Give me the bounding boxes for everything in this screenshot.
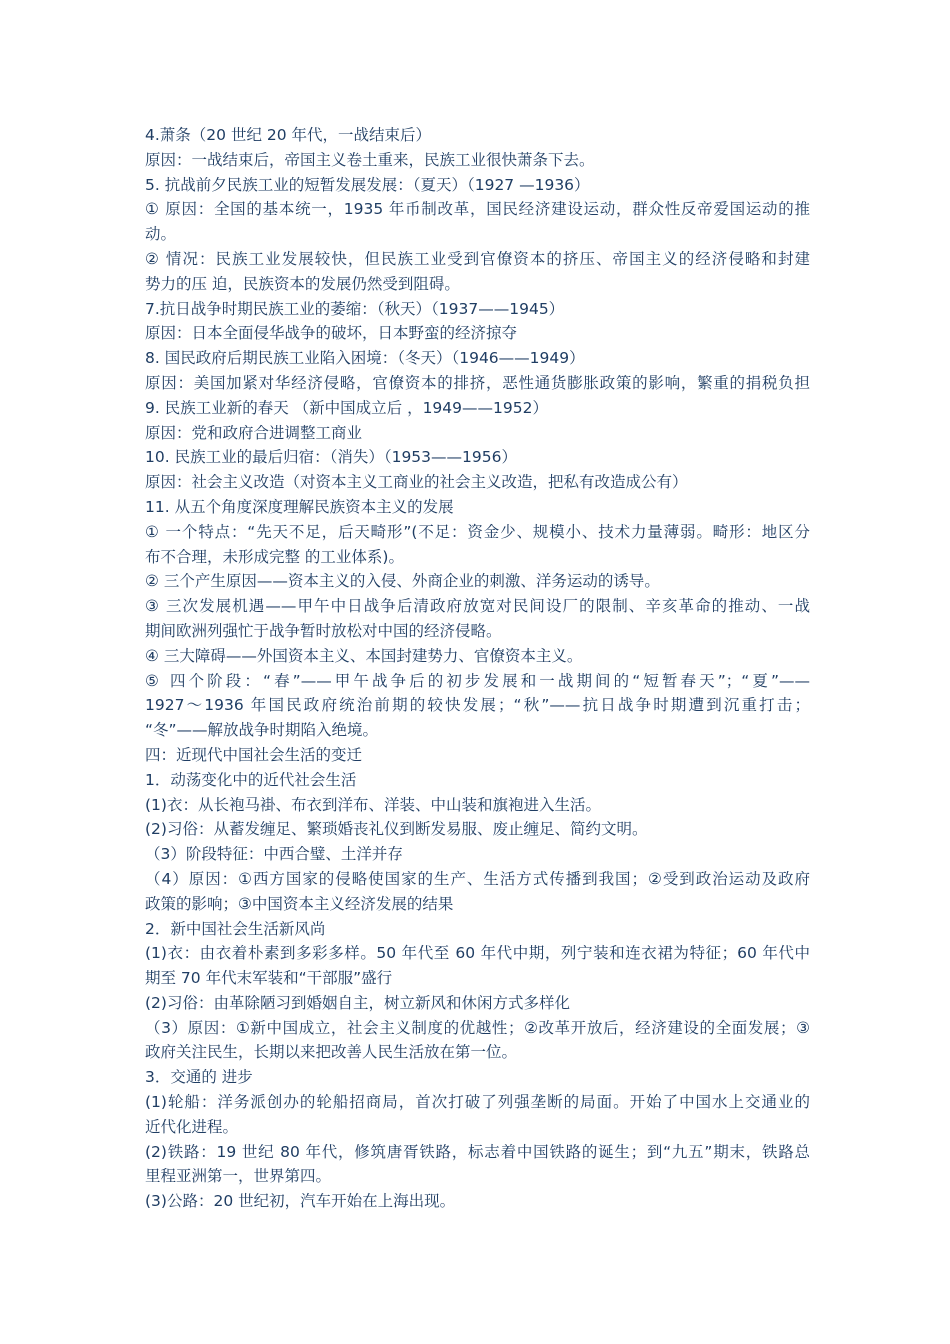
text-line: 原因：美国加紧对华经济侵略，官僚资本的排挤，恶性通货膨胀政策的影响，繁重的捐税负担 — [145, 373, 810, 392]
text-line: (2)铁路：19 世纪 80 年代，修筑唐胥铁路，标志着中国铁路的诞生；到“九五”期末，铁路总 — [145, 1142, 810, 1161]
text-line: 1927～1936 年国民政府统治前期的较快发展；“秋”——抗日战争时期遭到沉重打击； — [145, 696, 810, 715]
text-line: 政策的影响；③中国资本主义经济发展的结果 — [145, 894, 454, 913]
text-line: ⑤ 四个阶段：“春”——甲午战争后的初步发展和一战期间的“短暂春天”；“夏”—— — [145, 671, 810, 690]
section-heading: 8. 国民政府后期民族工业陷入困境：（冬天）（1946——1949） — [145, 349, 585, 368]
section-heading: 9. 民族工业新的春天 （新中国成立后 ，1949——1952） — [145, 398, 548, 417]
section-heading: 1．动荡变化中的近代社会生活 — [145, 770, 357, 789]
text-line: (1)轮船：洋务派创办的轮船招商局，首次打破了列强垄断的局面。开始了中国水上交通业的 — [145, 1093, 810, 1112]
section-heading: 3．交通的 进步 — [145, 1068, 253, 1087]
text-line: 动。 — [145, 225, 177, 244]
text-line: ② 情况：民族工业发展较快，但民族工业受到官僚资本的挤压、帝国主义的经济侵略和封建 — [145, 249, 810, 268]
document-body — [145, 123, 810, 1214]
text-line: “冬”——解放战争时期陷入绝境。 — [145, 721, 379, 740]
text-line: ① 一个特点：“先天不足，后天畸形”(不足：资金少、规模小、技术力量薄弱。畸形：地区分 — [145, 522, 810, 541]
text-line: 期至 70 年代末军装和“干部服”盛行 — [145, 969, 393, 988]
text-line: 期间欧洲列强忙于战争暂时放松对中国的经济侵略。 — [145, 621, 502, 640]
text-line: （3）原因：①新中国成立，社会主义制度的优越性；②改革开放后，经济建设的全面发展；③ — [145, 1018, 810, 1037]
text-line: ③ 三次发展机遇——甲午中日战争后清政府放宽对民间设厂的限制、辛亥革命的推动、一战 — [145, 597, 810, 616]
text-line: (1)衣：由衣着朴素到多彩多样。50 年代至 60 年代中期，列宁装和连衣裙为特征；60 年代中 — [145, 944, 810, 963]
text-line: 政府关注民生，长期以来把改善人民生活放在第一位。 — [145, 1043, 518, 1062]
text-line: 原因：日本全面侵华战争的破坏，日本野蛮的经济掠夺 — [145, 324, 518, 343]
section-heading: 11. 从五个角度深度理解民族资本主义的发展 — [145, 497, 454, 516]
section-heading: 10. 民族工业的最后归宿：（消失）（1953——1956） — [145, 448, 517, 467]
section-heading: 2．新中国社会生活新风尚 — [145, 919, 326, 938]
text-line: 原因：一战结束后，帝国主义卷土重来，民族工业很快萧条下去。 — [145, 150, 595, 169]
text-line: 势力的压 迫，民族资本的发展仍然受到阻碍。 — [145, 274, 460, 293]
text-line: ④ 三大障碍——外国资本主义、本国封建势力、官僚资本主义。 — [145, 646, 583, 665]
text-line: 原因：社会主义改造（对资本主义工商业的社会主义改造，把私有改造成公有） — [145, 473, 688, 492]
text-line: 原因：党和政府合进调整工商业 — [145, 423, 363, 442]
text-line: (1)衣：从长袍马褂、布衣到洋布、洋装、中山装和旗袍进入生活。 — [145, 795, 601, 814]
text-line: 布不合理，未形成完整 的工业体系)。 — [145, 547, 404, 566]
text-line: (2)习俗：由革除陋习到婚姻自主，树立新风和休闲方式多样化 — [145, 993, 570, 1012]
text-line: (2)习俗：从蓄发缠足、繁琐婚丧礼仪到断发易服、废止缠足、简约文明。 — [145, 820, 648, 839]
text-line: ① 原因：全国的基本统一，1935 年币制改革，国民经济建设运动，群众性反帝爱国运动的推 — [145, 200, 810, 219]
section-heading: 4.萧条（20 世纪 20 年代，一战结束后） — [145, 126, 432, 144]
text-line: （3）阶段特征：中西合璧、土洋并存 — [145, 845, 403, 864]
section-heading: 7.抗日战争时期民族工业的萎缩：（秋天）（1937——1945） — [145, 299, 565, 318]
text-line: 里程亚洲第一，世界第四。 — [145, 1167, 332, 1186]
text-line: 近代化进程。 — [145, 1117, 239, 1136]
section-heading: 四：近现代中国社会生活的变迁 — [145, 745, 363, 764]
text-line: ② 三个产生原因——资本主义的入侵、外商企业的刺激、洋务运动的诱导。 — [145, 572, 660, 591]
section-heading: 5. 抗战前夕民族工业的短暂发展发展：（夏天）（1927 —1936） — [145, 175, 590, 194]
text-line: （4）原因：①西方国家的侵略使国家的生产、生活方式传播到我国；②受到政治运动及政府 — [145, 869, 810, 888]
text-line: (3)公路：20 世纪初，汽车开始在上海出现。 — [145, 1192, 456, 1211]
